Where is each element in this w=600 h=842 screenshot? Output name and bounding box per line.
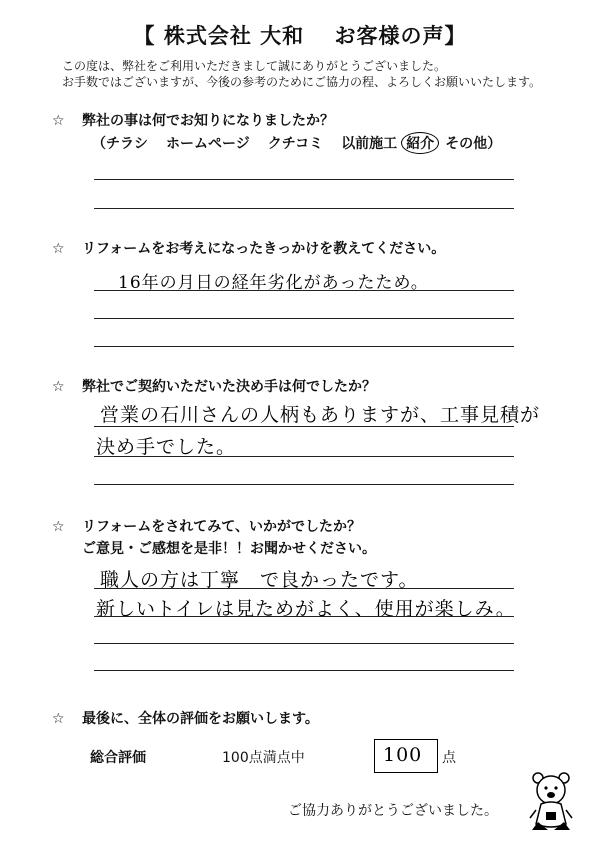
option-sonota[interactable]: その他: [445, 136, 488, 152]
question-3-text: 弊社でご契約いただいた決め手は何でしたか？: [82, 379, 376, 395]
answer-line: [94, 643, 514, 644]
intro-line-1: この度は、弊社をご利用いただきまして誠にありがとうございました。: [62, 59, 447, 73]
question-1: [52, 110, 334, 130]
intro-line-2: お手数ではございますが、今後の参考のためにご協力の程、よろしくお願いいたします。: [62, 75, 542, 89]
answer-3-line-1: 営業の石川さんの人柄もありますが、工事見積が: [100, 404, 541, 426]
answer-2-line-1: 16年の月日の経年劣化があったため。: [118, 273, 429, 293]
question-2-text: リフォームをお考えになったきっかけを教えてください。: [82, 241, 446, 257]
score-value: 100: [383, 744, 423, 766]
answer-line: [94, 670, 514, 671]
question-4: [52, 516, 361, 536]
star-icon: ☆: [52, 519, 65, 535]
thank-you-text: ご協力ありがとうございました。: [288, 803, 498, 819]
question-3: [52, 376, 376, 396]
score-box[interactable]: [374, 739, 438, 773]
question-1-options: （チラシ ホームページ クチコミ 以前施工 紹介 その他）: [92, 132, 501, 154]
option-izen-seko[interactable]: 以前施工: [341, 136, 398, 152]
star-icon: ☆: [52, 379, 65, 395]
question-5: [52, 708, 319, 728]
answer-line: [94, 484, 514, 485]
answer-line: [94, 290, 514, 291]
answer-line: [94, 426, 514, 427]
option-chirashi[interactable]: チラシ: [106, 136, 148, 152]
question-2: [52, 238, 445, 258]
answer-line: [94, 456, 514, 457]
page-title: 【 株式会社 大和 お客様の声】: [133, 24, 467, 48]
bear-mascot-icon: [528, 770, 574, 836]
question-5-text: 最後に、全体の評価をお願いします。: [82, 711, 319, 727]
question-4-text: リフォームをされてみて、いかがでしたか？: [82, 519, 362, 535]
star-icon: ☆: [52, 241, 65, 257]
answer-line: [94, 208, 514, 209]
answer-line: [94, 346, 514, 347]
answer-line: [94, 588, 514, 589]
question-4-subtext: ご意見・ご感想を是非！！お聞かせください。: [82, 541, 376, 557]
option-shokai-selected[interactable]: 紹介: [401, 132, 439, 154]
question-1-text: 弊社の事は何でお知りになりましたか？: [82, 113, 334, 129]
answer-line: [94, 616, 514, 617]
answer-4-line-1: 職人の方は丁寧 で良かったです。: [100, 569, 419, 591]
score-unit: 点: [442, 750, 456, 766]
answer-4-line-2: 新しいトイレは見ためがよく、使用が楽しみ。: [96, 598, 516, 620]
answer-3-line-2: 決め手でした。: [96, 436, 237, 458]
star-icon: ☆: [52, 711, 65, 727]
answer-line: [94, 318, 514, 319]
answer-line: [94, 179, 514, 180]
option-kuchikomi[interactable]: クチコミ: [267, 136, 324, 152]
option-homepage[interactable]: ホームページ: [166, 136, 250, 152]
rating-scale-text: 100点満点中: [222, 750, 305, 766]
star-icon: ☆: [52, 113, 65, 129]
overall-rating-label: 総合評価: [90, 750, 146, 766]
